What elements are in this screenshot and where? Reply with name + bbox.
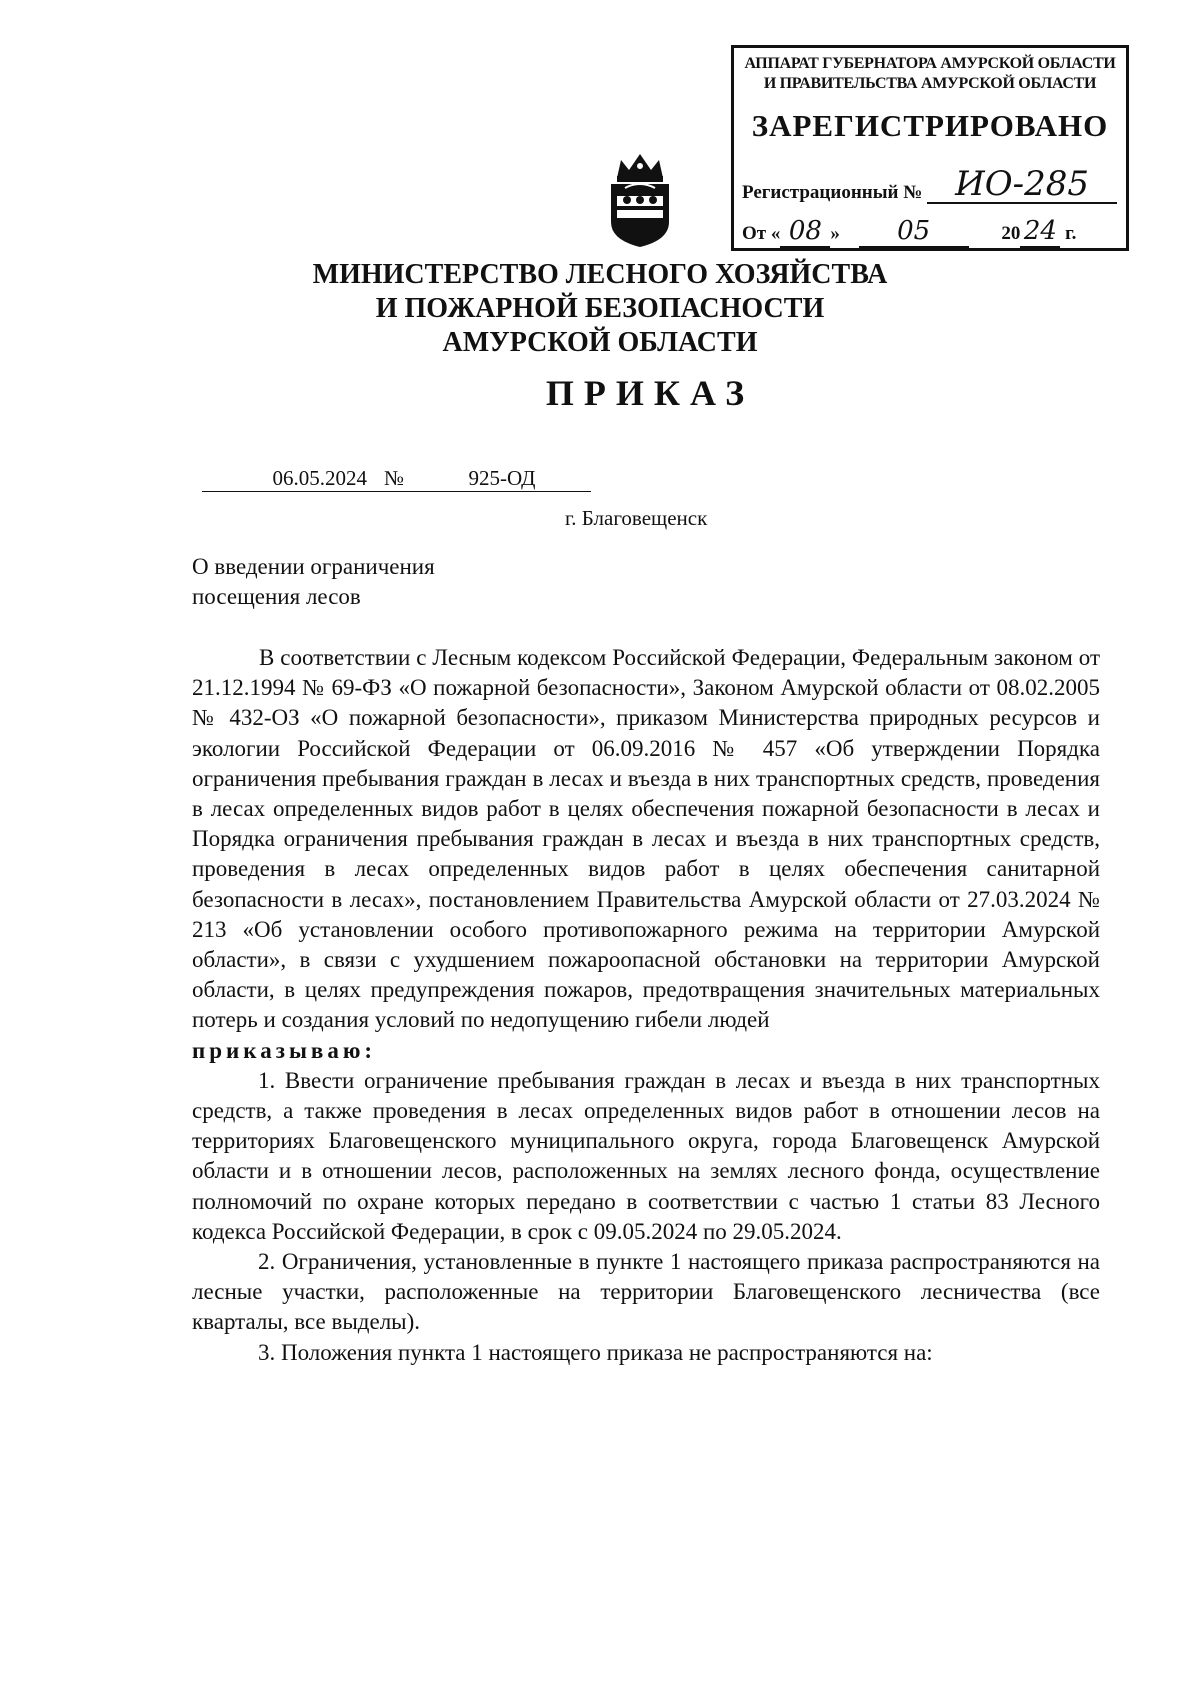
order-item-3: 3. Положения пункта 1 настоящего приказа не распространяются на: — [258, 1339, 933, 1365]
ministry-name — [0, 258, 1200, 360]
stamp-day: 08 — [780, 216, 830, 248]
ministry-line2: И ПОЖАРНОЙ БЕЗОПАСНОСТИ — [375, 293, 825, 324]
subject-line1: О введении ограничения — [192, 554, 435, 579]
order-item-1: 1. Ввести ограничение пребывания граждан в лесах и въезда в них транспортных средств, а также проведения в лесах определенных видов работ в отношении лесов на территориях Благовещенского муниципального округа, города Благовещенск Амурской области и в отношении лесов, расположенных на землях лесного фонда, осуществление полномочий по охране которых передано в соответствии с частью 1 статьи 83 Лесного кодекса Российской Федерации, в срок с 09.05.2024 по 29.05.2024. — [192, 1067, 1100, 1244]
order-subject — [192, 552, 435, 612]
stamp-date-line — [742, 216, 1118, 248]
document-type-text: ПРИКАЗ — [545, 373, 755, 413]
ministry-line3: АМУРСКОЙ ОБЛАСТИ — [442, 327, 758, 358]
order-date-number-line — [202, 466, 591, 492]
stamp-month: 05 — [859, 216, 969, 248]
order-body — [192, 643, 1100, 1368]
stamp-quote-close: » — [830, 223, 840, 244]
ministry-line1: МИНИСТЕРСТВО ЛЕСНОГО ХОЗЯЙСТВА — [312, 259, 888, 290]
preamble-paragraph: В соответствии с Лесным кодексом Российской Федерации, Федеральным законом от 21.12.1994 № 69-ФЗ «О пожарной безопасности», Законом Амурской области от 08.02.2005 № 432-ОЗ «О пожарной безопасности», приказом Министерства природных ресурсов и экологии Российской Федерации от 06.09.2016 № 457 «Об утверждении Порядка ограничения пребывания граждан в лесах и въезда в них транспортных средств, проведения в лесах определенных видов работ в целях обеспечения пожарной безопасности в лесах и Порядка ограничения пребывания граждан в лесах и въезда в них транспортных средств, проведения в лесах определенных видов работ в целях обеспечения санитарной безопасности в лесах», постановлением Правительства Амурской области от 27.03.2024 № 213 «Об установлении особого противопожарного режима на территории Амурской области», в связи с ухудшением пожароопасной обстановки на территории Амурской области, в целях предупреждения пожаров, предотвращения значительных материальных потерь и создания условий по недопущению гибели людей — [192, 645, 1100, 1033]
stamp-from-label: От « — [742, 223, 781, 244]
amur-region-coat-of-arms-icon — [603, 152, 677, 248]
stamp-reg-line — [742, 166, 1118, 204]
stamp-org-line1: АППАРАТ ГУБЕРНАТОРА АМУРСКОЙ ОБЛАСТИ — [744, 55, 1116, 72]
order-word-text: приказываю: — [192, 1037, 377, 1063]
subject-line2: посещения лесов — [192, 584, 361, 609]
document-type — [0, 372, 1200, 414]
order-number-label: № — [375, 466, 413, 492]
stamp-reg-number: ИО-285 — [927, 166, 1117, 204]
stamp-year-prefix: 20 — [1001, 223, 1021, 244]
order-city: г. Благовещенск — [565, 506, 708, 530]
order-word — [192, 1036, 1100, 1066]
registration-stamp — [731, 45, 1129, 251]
stamp-year-suffix: 24 — [1020, 216, 1060, 248]
stamp-org-line2: И ПРАВИТЕЛЬСТВА АМУРСКОЙ ОБЛАСТИ — [763, 75, 1097, 92]
order-number: 925-ОД — [413, 466, 591, 492]
stamp-reg-label: Регистрационный № — [742, 182, 923, 203]
order-item-2: 2. Ограничения, установленные в пункте 1 настоящего приказа распространяются на лесные участки, расположенные на территории Благовещенского лесничества (все кварталы, все выделы). — [192, 1249, 1100, 1335]
stamp-title: ЗАРЕГИСТРИРОВАНО — [751, 108, 1109, 143]
order-date: 06.05.2024 — [202, 466, 375, 492]
stamp-year-unit: г. — [1065, 223, 1077, 244]
